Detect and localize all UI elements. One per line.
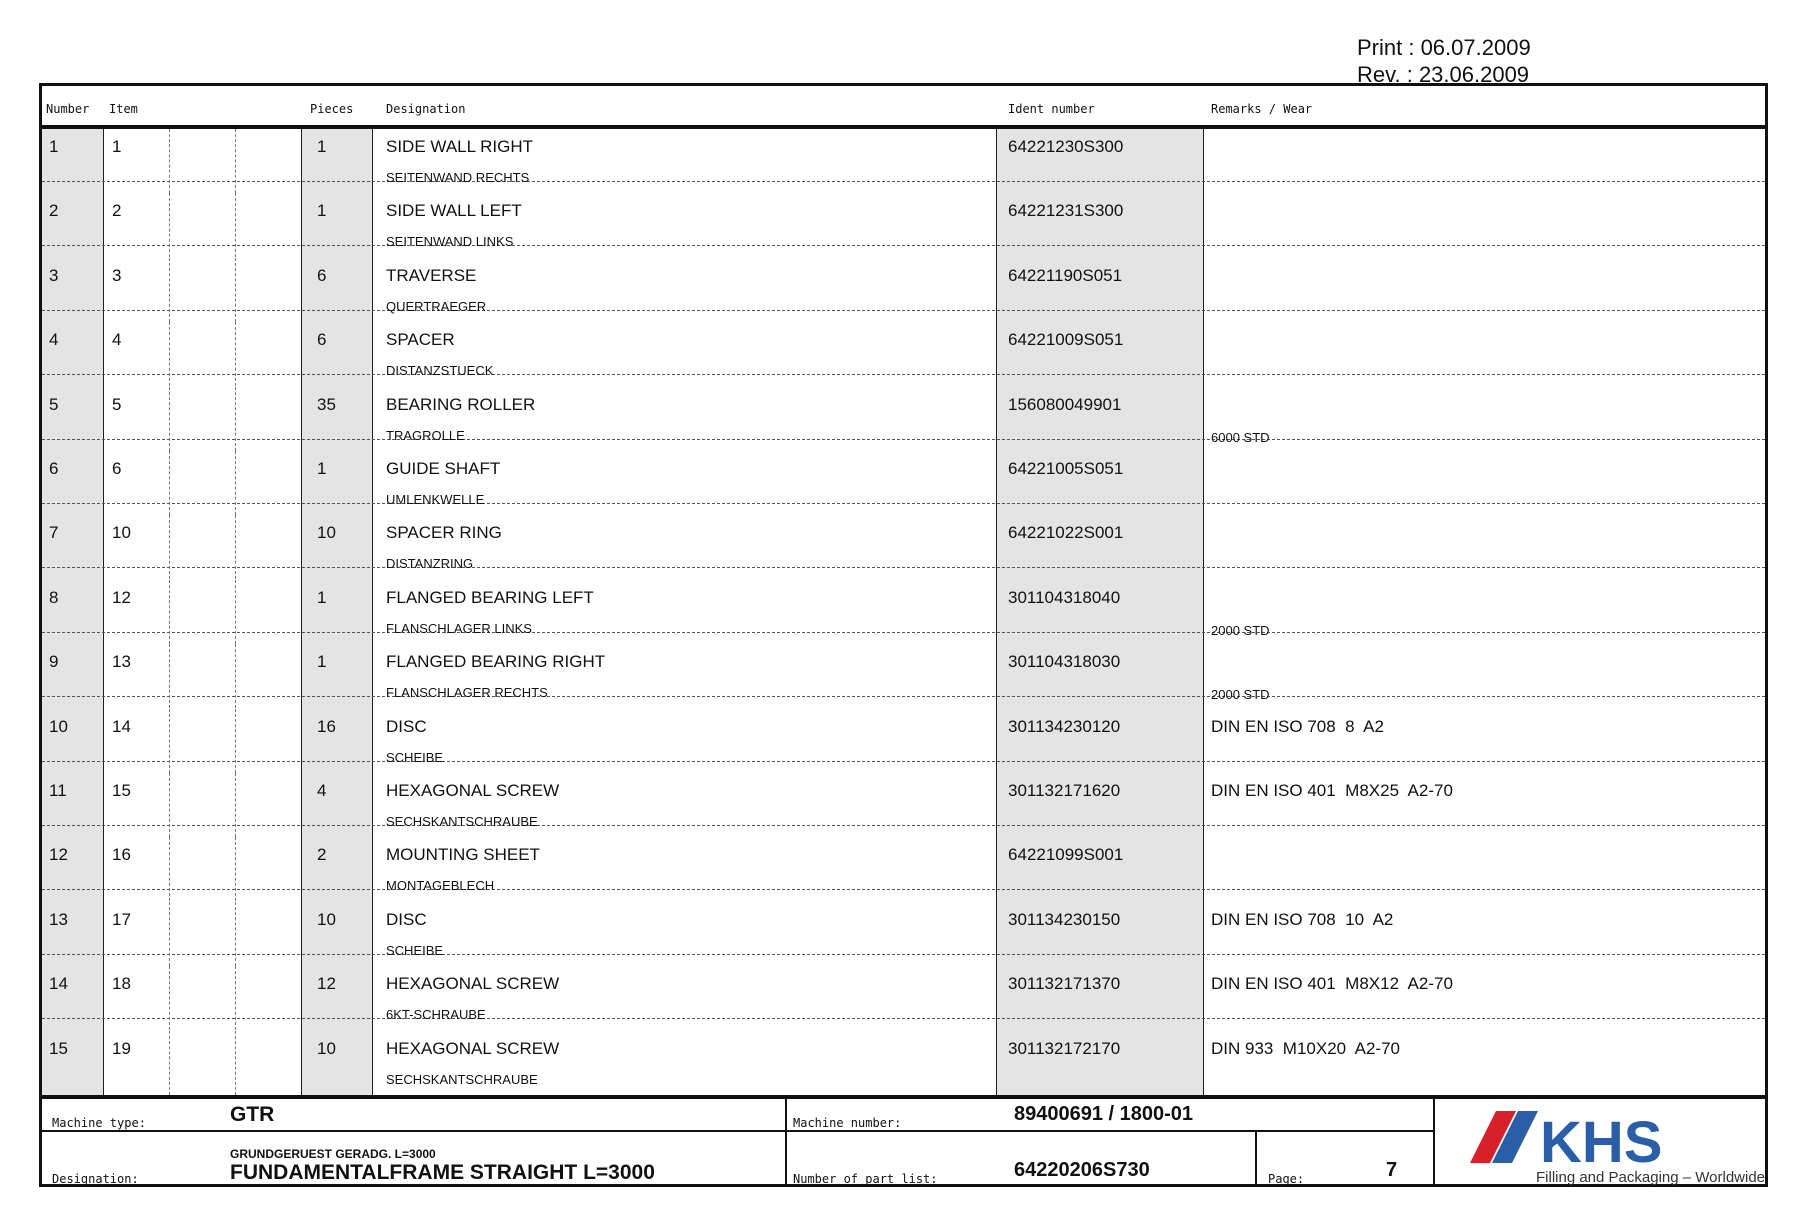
row-separator xyxy=(42,632,1765,633)
row-ident: 301132172170 xyxy=(1008,1038,1121,1058)
item-subdivider xyxy=(169,515,170,579)
table-row xyxy=(42,709,1765,773)
item-subdivider xyxy=(169,773,170,837)
row-ident: 156080049901 xyxy=(1008,394,1122,414)
item-subdivider xyxy=(169,1031,170,1095)
row-pieces: 10 xyxy=(317,523,336,543)
row-pieces: 1 xyxy=(317,652,327,672)
header-item: Item xyxy=(109,102,138,116)
row-designation-de: UMLENKWELLE xyxy=(386,492,485,507)
row-ident: 301132171370 xyxy=(1008,974,1121,994)
print-info xyxy=(1357,34,1531,88)
row-separator xyxy=(42,1018,1765,1019)
machine-type-label: Machine type: xyxy=(52,1116,146,1130)
row-item: 6 xyxy=(112,459,122,478)
row-separator xyxy=(42,567,1765,568)
row-number: 2 xyxy=(49,201,59,221)
table-row xyxy=(42,322,1765,386)
row-pieces: 12 xyxy=(317,974,336,994)
row-pieces: 6 xyxy=(317,330,327,350)
row-ident: 64221231S300 xyxy=(1008,201,1124,221)
table-header xyxy=(42,86,1765,129)
row-designation: DISC xyxy=(386,716,427,736)
row-ident: 64221190S051 xyxy=(1008,265,1123,285)
item-subdivider xyxy=(169,709,170,773)
row-pieces: 1 xyxy=(317,137,327,156)
item-subdivider xyxy=(235,387,236,451)
row-number: 4 xyxy=(49,330,59,350)
row-separator xyxy=(42,439,1765,440)
row-designation-de: SCHEIBE xyxy=(386,942,444,958)
row-designation: HEXAGONAL SCREW xyxy=(386,974,560,994)
table-row xyxy=(42,387,1765,451)
row-designation-de: DISTANZRING xyxy=(386,556,474,572)
item-subdivider xyxy=(235,258,236,322)
row-ident: 301134230150 xyxy=(1008,909,1121,929)
table-row xyxy=(42,773,1765,837)
print-date: Print : 06.07.2009 xyxy=(1357,35,1531,60)
row-item: 15 xyxy=(112,781,131,800)
row-designation-de: MONTAGEBLECH xyxy=(386,878,495,894)
row-remark: DIN EN ISO 708 10 A2 xyxy=(1211,909,1394,929)
row-designation-de: SECHSKANTSCHRAUBE xyxy=(386,814,538,829)
row-number: 10 xyxy=(49,716,68,736)
footer-divider xyxy=(42,1130,1433,1132)
khs-logo-mark xyxy=(1468,1105,1768,1185)
row-number: 5 xyxy=(49,394,59,414)
row-item: 3 xyxy=(112,265,122,285)
row-designation-de: FLANSCHLAGER LINKS xyxy=(386,620,532,636)
table-row xyxy=(42,515,1765,579)
row-designation: BEARING ROLLER xyxy=(386,394,536,414)
table-row xyxy=(42,966,1765,1030)
row-designation: DISC xyxy=(386,909,427,929)
row-item: 5 xyxy=(112,394,122,414)
item-subdivider xyxy=(169,451,170,515)
row-ident: 64221005S051 xyxy=(1008,459,1124,478)
row-designation: TRAVERSE xyxy=(386,265,477,285)
row-separator xyxy=(42,696,1765,697)
row-designation-de: TRAGROLLE xyxy=(386,427,465,443)
row-remark-sub: 2000 STD xyxy=(1211,687,1270,703)
row-remark: DIN 933 M10X20 A2-70 xyxy=(1211,1038,1401,1058)
designation-label: Designation: xyxy=(52,1172,139,1186)
khs-logo xyxy=(1468,1105,1768,1185)
row-separator xyxy=(42,245,1765,246)
item-subdivider xyxy=(235,966,236,1030)
header-ident: Ident number xyxy=(1008,102,1095,116)
header-number: Number xyxy=(46,102,90,116)
row-pieces: 1 xyxy=(317,459,327,478)
row-number: 12 xyxy=(49,845,68,865)
item-subdivider xyxy=(235,837,236,901)
row-remark-sub: 2000 STD xyxy=(1211,622,1270,638)
row-item: 17 xyxy=(112,909,131,929)
header-designation: Designation xyxy=(386,102,466,116)
footer-divider xyxy=(785,1099,787,1187)
row-designation: GUIDE SHAFT xyxy=(386,459,501,478)
row-ident: 301104318030 xyxy=(1008,652,1121,672)
parts-list-frame xyxy=(39,83,1768,1187)
row-item: 4 xyxy=(112,330,122,350)
row-item: 10 xyxy=(112,523,131,543)
row-pieces: 10 xyxy=(317,1038,336,1058)
item-subdivider xyxy=(235,773,236,837)
header-remarks: Remarks / Wear xyxy=(1211,102,1313,116)
row-item: 18 xyxy=(112,974,131,994)
row-item: 13 xyxy=(112,652,131,672)
row-number: 6 xyxy=(49,459,59,478)
row-ident: 301134230120 xyxy=(1008,716,1121,736)
item-subdivider xyxy=(169,129,170,193)
row-pieces: 1 xyxy=(317,587,327,607)
row-number: 1 xyxy=(49,137,59,156)
item-subdivider xyxy=(235,902,236,966)
item-subdivider xyxy=(235,451,236,515)
machine-number-value: 89400691 / 1800-01 xyxy=(1014,1103,1194,1125)
row-item: 1 xyxy=(112,137,122,156)
item-subdivider xyxy=(169,322,170,386)
row-item: 19 xyxy=(112,1038,131,1058)
table-row xyxy=(42,258,1765,322)
row-remark: DIN EN ISO 401 M8X25 A2-70 xyxy=(1211,781,1453,800)
row-designation-de: SEITENWAND RECHTS xyxy=(386,170,530,185)
table-row xyxy=(42,580,1765,644)
row-pieces: 35 xyxy=(317,394,336,414)
machine-number-label: Machine number: xyxy=(793,1116,902,1130)
table-row xyxy=(42,451,1765,515)
table-row xyxy=(42,837,1765,901)
row-designation-de: FLANSCHLAGER RECHTS xyxy=(386,685,548,701)
row-separator xyxy=(42,503,1765,504)
row-number: 13 xyxy=(49,909,68,929)
row-pieces: 2 xyxy=(317,845,327,865)
row-designation: HEXAGONAL SCREW xyxy=(386,1038,560,1058)
row-designation: HEXAGONAL SCREW xyxy=(386,781,560,800)
item-subdivider xyxy=(169,387,170,451)
item-subdivider xyxy=(235,322,236,386)
row-number: 9 xyxy=(49,652,59,672)
item-subdivider xyxy=(169,837,170,901)
row-item: 16 xyxy=(112,845,131,865)
row-designation-de: SEITENWAND LINKS xyxy=(386,234,514,250)
row-designation: SIDE WALL RIGHT xyxy=(386,137,534,156)
row-separator xyxy=(42,825,1765,826)
item-subdivider xyxy=(169,966,170,1030)
machine-type-value: GTR xyxy=(230,1103,275,1126)
revision-date: Rev. : 23.06.2009 xyxy=(1357,62,1530,87)
item-subdivider xyxy=(235,709,236,773)
row-item: 14 xyxy=(112,716,131,736)
row-ident: 301132171620 xyxy=(1008,781,1121,800)
row-pieces: 10 xyxy=(317,909,336,929)
row-remark: DIN EN ISO 401 M8X12 A2-70 xyxy=(1211,974,1453,994)
row-designation-de: 6KT-SCHRAUBE xyxy=(386,1007,486,1023)
page-label: Page: xyxy=(1268,1172,1305,1186)
row-designation: MOUNTING SHEET xyxy=(386,845,540,865)
page-value: 7 xyxy=(1386,1159,1398,1181)
item-subdivider xyxy=(235,1031,236,1095)
row-pieces: 16 xyxy=(317,716,336,736)
row-pieces: 1 xyxy=(317,201,327,221)
row-number: 14 xyxy=(49,974,68,994)
row-designation: SPACER xyxy=(386,330,455,350)
row-pieces: 6 xyxy=(317,265,327,285)
logo-tagline: Filling and Packaging – Worldwide xyxy=(1536,1169,1766,1185)
row-separator xyxy=(42,761,1765,762)
row-designation-de: DISTANZSTUECK xyxy=(386,363,494,379)
row-designation: SPACER RING xyxy=(386,523,502,543)
item-subdivider xyxy=(235,644,236,708)
row-designation-de: SCHEIBE xyxy=(386,749,444,765)
table-row xyxy=(42,129,1765,193)
row-item: 2 xyxy=(112,201,122,221)
row-designation-de: QUERTRAEGER xyxy=(386,298,487,314)
row-separator xyxy=(42,954,1765,955)
row-separator xyxy=(42,889,1765,890)
footer-divider xyxy=(1255,1130,1257,1187)
table-body xyxy=(42,129,1765,1095)
row-item: 12 xyxy=(112,587,131,607)
row-ident: 64221230S300 xyxy=(1008,137,1124,156)
row-separator xyxy=(42,374,1765,375)
row-ident: 64221022S001 xyxy=(1008,523,1124,543)
designation-de-value: GRUNDGERUEST GERADG. L=3000 xyxy=(230,1147,436,1161)
table-row xyxy=(42,902,1765,966)
item-subdivider xyxy=(169,193,170,257)
table-row xyxy=(42,644,1765,708)
item-subdivider xyxy=(169,580,170,644)
row-remark: DIN EN ISO 708 8 A2 xyxy=(1211,716,1384,736)
footer-divider xyxy=(1433,1099,1435,1187)
row-number: 7 xyxy=(49,523,59,543)
row-separator xyxy=(42,181,1765,182)
row-number: 8 xyxy=(49,587,59,607)
table-row xyxy=(42,193,1765,257)
title-block xyxy=(42,1095,1765,1187)
designation-value: FUNDAMENTALFRAME STRAIGHT L=3000 xyxy=(230,1161,655,1184)
row-designation: SIDE WALL LEFT xyxy=(386,201,522,221)
part-list-value: 64220206S730 xyxy=(1014,1159,1150,1181)
row-designation-de: SECHSKANTSCHRAUBE xyxy=(386,1071,538,1087)
part-list-label: Number of part list: xyxy=(793,1172,938,1186)
row-designation: FLANGED BEARING RIGHT xyxy=(386,652,606,672)
logo-text: KHS xyxy=(1540,1110,1663,1175)
row-number: 15 xyxy=(49,1038,68,1058)
item-subdivider xyxy=(235,580,236,644)
row-ident: 301104318040 xyxy=(1008,587,1121,607)
row-number: 3 xyxy=(49,265,59,285)
row-ident: 64221099S001 xyxy=(1008,845,1124,865)
row-separator xyxy=(42,310,1765,311)
item-subdivider xyxy=(235,129,236,193)
row-designation: FLANGED BEARING LEFT xyxy=(386,587,594,607)
item-subdivider xyxy=(235,193,236,257)
item-subdivider xyxy=(169,258,170,322)
header-pieces: Pieces xyxy=(310,102,354,116)
item-subdivider xyxy=(235,515,236,579)
item-subdivider xyxy=(169,902,170,966)
table-row xyxy=(42,1031,1765,1095)
row-ident: 64221009S051 xyxy=(1008,330,1124,350)
row-pieces: 4 xyxy=(317,781,327,800)
row-remark-sub: 6000 STD xyxy=(1211,429,1270,445)
row-number: 11 xyxy=(49,781,67,800)
item-subdivider xyxy=(169,644,170,708)
